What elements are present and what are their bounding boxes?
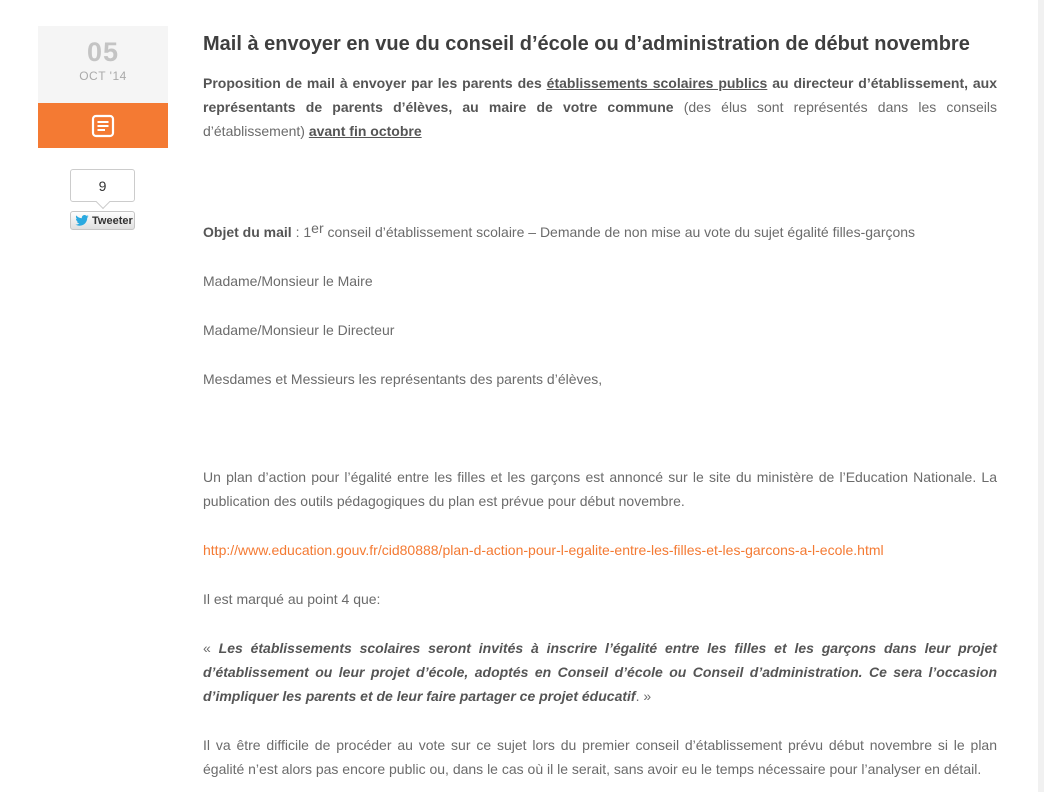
intro-text-2: au directeur d’établissement, aux représentants de parents d’élèves, au maire de votre commune	[203, 75, 998, 115]
salutation-mayor: Madame/Monsieur le Maire	[203, 273, 373, 289]
quote-paragraph	[203, 636, 997, 708]
scrollbar-track[interactable]	[1038, 0, 1044, 792]
article-title[interactable]: Mail à envoyer en vue du conseil d’école ou d’administration de début novembre	[203, 33, 970, 55]
post-date	[38, 26, 168, 103]
quote-open: «	[203, 640, 219, 656]
intro-text-3: (des élus sont représentés dans les conseils d’établissement)	[203, 99, 997, 139]
twitter-bird-icon	[75, 215, 89, 226]
url-paragraph	[203, 538, 997, 562]
tweet-button[interactable]	[70, 211, 135, 230]
public-schools-link[interactable]: établissements scolaires publics	[546, 75, 768, 91]
post-format-badge[interactable]	[38, 103, 168, 148]
tweet-button-label: Tweeter	[92, 214, 133, 227]
subject-superscript: er	[311, 220, 324, 236]
article	[203, 31, 997, 781]
salutation-parents: Mesdames et Messieurs les représentants des parents d’élèves,	[203, 371, 603, 387]
subject-label: Objet du mail	[203, 224, 292, 240]
salutation-director: Madame/Monsieur le Directeur	[203, 322, 395, 338]
point-intro: Il est marqué au point 4 que:	[203, 591, 381, 607]
article-intro	[203, 71, 997, 143]
subject-separator: : 1	[291, 224, 312, 240]
deadline-link[interactable]: avant fin octobre	[308, 123, 422, 139]
paragraph-vote: Il va être difficile de procéder au vote sur ce sujet lors du premier conseil d’établissement prévu début novembre si le plan égalité n’est alors pas encore public ou, dans le cas où il le serait, sans avoir eu le temps nécessaire pour l’analyser en détail.	[203, 737, 997, 777]
quote-text: Les établissements scolaires seront invités à inscrire l’égalité entre les filles et les garçons dans leur projet d’établissement ou leur projet d’école, adoptés en Conseil d’école ou Conseil d’administration. Ce sera l’occasion d’impliquer les parents et de leur faire partager ce projet éducatif	[203, 640, 997, 704]
document-icon	[91, 114, 115, 138]
mail-subject	[203, 216, 997, 244]
post-date-day: 05	[86, 37, 120, 67]
tweet-count[interactable]: 9	[70, 169, 135, 202]
quote-close: . »	[635, 688, 652, 704]
post-date-month: OCT '14	[79, 69, 127, 83]
intro-text-1: Proposition de mail à envoyer par les parents des	[203, 75, 547, 91]
subject-text: conseil d’établissement scolaire – Demande de non mise au vote du sujet égalité filles-garçons	[323, 224, 916, 240]
education-url-link[interactable]: http://www.education.gouv.fr/cid80888/plan-d-action-pour-l-egalite-entre-les-filles-et-les-garcons-a-l-ecole.html	[203, 542, 884, 558]
paragraph-plan: Un plan d’action pour l’égalité entre les filles et les garçons est annoncé sur le site du ministère de l’Education Nationale. La publication des outils pédagogiques du plan est prévue pour début novembre.	[203, 469, 997, 509]
